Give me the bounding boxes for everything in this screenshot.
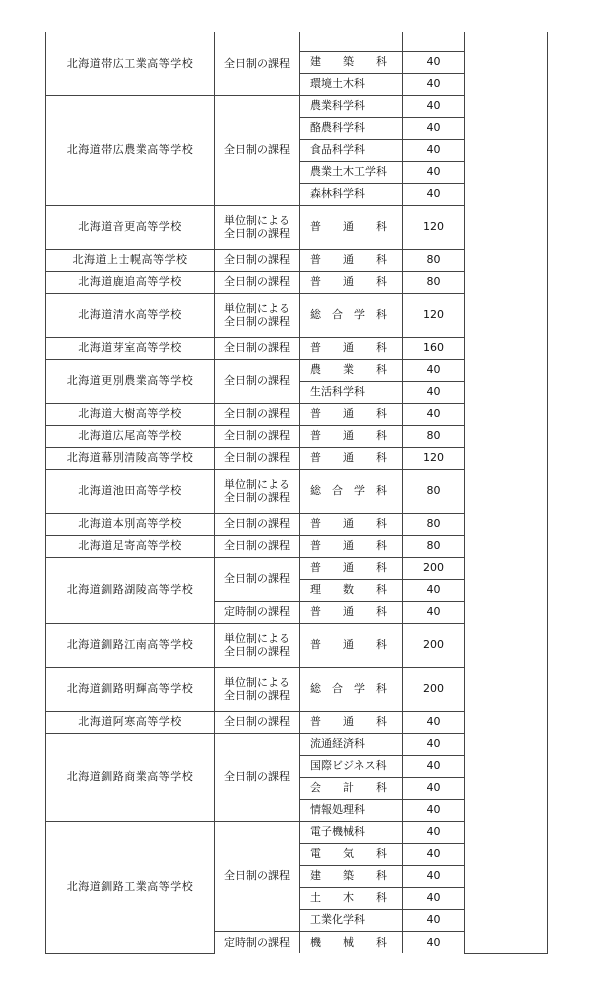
department-name: 電 気 科 bbox=[300, 843, 403, 865]
course-type: 定時制の課程 bbox=[215, 931, 300, 953]
capacity-value: 40 bbox=[403, 161, 465, 183]
capacity-table bbox=[45, 32, 548, 954]
capacity-value: 120 bbox=[403, 205, 465, 249]
school-name: 北海道釧路湖陵高等学校 bbox=[46, 557, 215, 623]
capacity-value: 40 bbox=[403, 711, 465, 733]
course-type: 定時制の課程 bbox=[215, 601, 300, 623]
course-type: 全日制の課程 bbox=[215, 32, 300, 95]
capacity-value: 40 bbox=[403, 887, 465, 909]
capacity-value: 200 bbox=[403, 557, 465, 579]
capacity-value: 40 bbox=[403, 733, 465, 755]
school-name: 北海道釧路工業高等学校 bbox=[46, 821, 215, 953]
course-type-line1: 単位制による bbox=[224, 477, 290, 491]
course-type: 全日制の課程 bbox=[215, 447, 300, 469]
department-name: 普 通 科 bbox=[300, 601, 403, 623]
course-type-line2: 全日制の課程 bbox=[224, 315, 290, 328]
course-type bbox=[215, 205, 300, 249]
capacity-value: 80 bbox=[403, 249, 465, 271]
course-type: 全日制の課程 bbox=[215, 513, 300, 535]
course-type: 全日制の課程 bbox=[215, 403, 300, 425]
capacity-value: 40 bbox=[403, 909, 465, 931]
course-type-line1: 単位制による bbox=[224, 213, 290, 227]
department-name: 総 合 学 科 bbox=[300, 667, 403, 711]
capacity-value: 40 bbox=[403, 755, 465, 777]
school-name: 北海道広尾高等学校 bbox=[46, 425, 215, 447]
capacity-value: 160 bbox=[403, 337, 465, 359]
course-type: 全日制の課程 bbox=[215, 359, 300, 403]
school-name: 北海道清水高等学校 bbox=[46, 293, 215, 337]
department-name: 農業土木工学科 bbox=[300, 161, 403, 183]
school-name: 北海道音更高等学校 bbox=[46, 205, 215, 249]
capacity-value: 40 bbox=[403, 139, 465, 161]
capacity-value: 200 bbox=[403, 667, 465, 711]
course-type: 全日制の課程 bbox=[215, 535, 300, 557]
department-name: 普 通 科 bbox=[300, 403, 403, 425]
department-name: 情報処理科 bbox=[300, 799, 403, 821]
course-type: 全日制の課程 bbox=[215, 821, 300, 931]
capacity-value: 80 bbox=[403, 535, 465, 557]
course-type bbox=[215, 293, 300, 337]
department-name: 普 通 科 bbox=[300, 205, 403, 249]
capacity-value: 40 bbox=[403, 843, 465, 865]
school-name: 北海道釧路商業高等学校 bbox=[46, 733, 215, 821]
school-name: 北海道帯広工業高等学校 bbox=[46, 32, 215, 95]
school-name: 北海道足寄高等学校 bbox=[46, 535, 215, 557]
course-type bbox=[215, 667, 300, 711]
capacity-value: 120 bbox=[403, 293, 465, 337]
department-name: 生活科学科 bbox=[300, 381, 403, 403]
department-name: 普 通 科 bbox=[300, 271, 403, 293]
department-name: 環境土木科 bbox=[300, 73, 403, 95]
department-name: 普 通 科 bbox=[300, 513, 403, 535]
course-type: 全日制の課程 bbox=[215, 425, 300, 447]
capacity-value: 40 bbox=[403, 777, 465, 799]
capacity-value: 40 bbox=[403, 51, 465, 73]
capacity-value: 80 bbox=[403, 469, 465, 513]
school-name: 北海道本別高等学校 bbox=[46, 513, 215, 535]
capacity-value: 40 bbox=[403, 579, 465, 601]
school-name: 北海道大樹高等学校 bbox=[46, 403, 215, 425]
department-name: 電子機械科 bbox=[300, 821, 403, 843]
capacity-value: 80 bbox=[403, 425, 465, 447]
course-type: 全日制の課程 bbox=[215, 557, 300, 601]
department-name: 食品科学科 bbox=[300, 139, 403, 161]
course-type-line2: 全日制の課程 bbox=[224, 491, 290, 504]
course-type: 全日制の課程 bbox=[215, 337, 300, 359]
capacity-value bbox=[403, 32, 465, 51]
course-type: 全日制の課程 bbox=[215, 711, 300, 733]
department-name: 理 数 科 bbox=[300, 579, 403, 601]
school-name: 北海道阿寒高等学校 bbox=[46, 711, 215, 733]
capacity-value: 40 bbox=[403, 73, 465, 95]
course-type-line1: 単位制による bbox=[224, 301, 290, 315]
department-name: 工業化学科 bbox=[300, 909, 403, 931]
department-name: 普 通 科 bbox=[300, 711, 403, 733]
department-name: 普 通 科 bbox=[300, 557, 403, 579]
course-type-line1: 単位制による bbox=[224, 675, 290, 689]
capacity-value: 40 bbox=[403, 403, 465, 425]
department-name: 建 築 科 bbox=[300, 51, 403, 73]
course-type-line1: 単位制による bbox=[224, 631, 290, 645]
course-type-line2: 全日制の課程 bbox=[224, 227, 290, 240]
course-type-line2: 全日制の課程 bbox=[224, 645, 290, 658]
course-type bbox=[215, 623, 300, 667]
capacity-value: 40 bbox=[403, 95, 465, 117]
department-name: 総 合 学 科 bbox=[300, 469, 403, 513]
school-name: 北海道釧路江南高等学校 bbox=[46, 623, 215, 667]
department-name: 普 通 科 bbox=[300, 337, 403, 359]
school-name: 北海道釧路明輝高等学校 bbox=[46, 667, 215, 711]
department-name: 普 通 科 bbox=[300, 425, 403, 447]
course-type: 全日制の課程 bbox=[215, 271, 300, 293]
capacity-value: 40 bbox=[403, 821, 465, 843]
school-name: 北海道芽室高等学校 bbox=[46, 337, 215, 359]
school-name: 北海道池田高等学校 bbox=[46, 469, 215, 513]
department-name: 農 業 科 bbox=[300, 359, 403, 381]
capacity-value: 80 bbox=[403, 513, 465, 535]
department-name: 普 通 科 bbox=[300, 249, 403, 271]
capacity-value: 40 bbox=[403, 183, 465, 205]
school-name: 北海道鹿追高等学校 bbox=[46, 271, 215, 293]
capacity-value: 80 bbox=[403, 271, 465, 293]
course-type: 全日制の課程 bbox=[215, 95, 300, 205]
school-name: 北海道帯広農業高等学校 bbox=[46, 95, 215, 205]
course-type: 全日制の課程 bbox=[215, 249, 300, 271]
school-name: 北海道上士幌高等学校 bbox=[46, 249, 215, 271]
department-name: 農業科学科 bbox=[300, 95, 403, 117]
capacity-value: 40 bbox=[403, 359, 465, 381]
department-name: 酪農科学科 bbox=[300, 117, 403, 139]
capacity-value: 40 bbox=[403, 799, 465, 821]
capacity-value: 40 bbox=[403, 381, 465, 403]
department-name: 流通経済科 bbox=[300, 733, 403, 755]
capacity-value: 40 bbox=[403, 931, 465, 953]
department-name: 総 合 学 科 bbox=[300, 293, 403, 337]
school-name: 北海道幕別清陵高等学校 bbox=[46, 447, 215, 469]
table-row bbox=[46, 32, 548, 51]
capacity-value: 40 bbox=[403, 865, 465, 887]
department-name: 会 計 科 bbox=[300, 777, 403, 799]
remarks-cell bbox=[465, 32, 548, 953]
department-name: 普 通 科 bbox=[300, 447, 403, 469]
course-type bbox=[215, 469, 300, 513]
capacity-value: 40 bbox=[403, 601, 465, 623]
department-name bbox=[300, 32, 403, 51]
department-name: 普 通 科 bbox=[300, 623, 403, 667]
course-type: 全日制の課程 bbox=[215, 733, 300, 821]
capacity-value: 120 bbox=[403, 447, 465, 469]
capacity-value: 200 bbox=[403, 623, 465, 667]
department-name: 普 通 科 bbox=[300, 535, 403, 557]
department-name: 森林科学科 bbox=[300, 183, 403, 205]
department-name: 国際ビジネス科 bbox=[300, 755, 403, 777]
department-name: 建 築 科 bbox=[300, 865, 403, 887]
course-type-line2: 全日制の課程 bbox=[224, 689, 290, 702]
school-name: 北海道更別農業高等学校 bbox=[46, 359, 215, 403]
department-name: 土 木 科 bbox=[300, 887, 403, 909]
capacity-value: 40 bbox=[403, 117, 465, 139]
department-name: 機 械 科 bbox=[300, 931, 403, 953]
